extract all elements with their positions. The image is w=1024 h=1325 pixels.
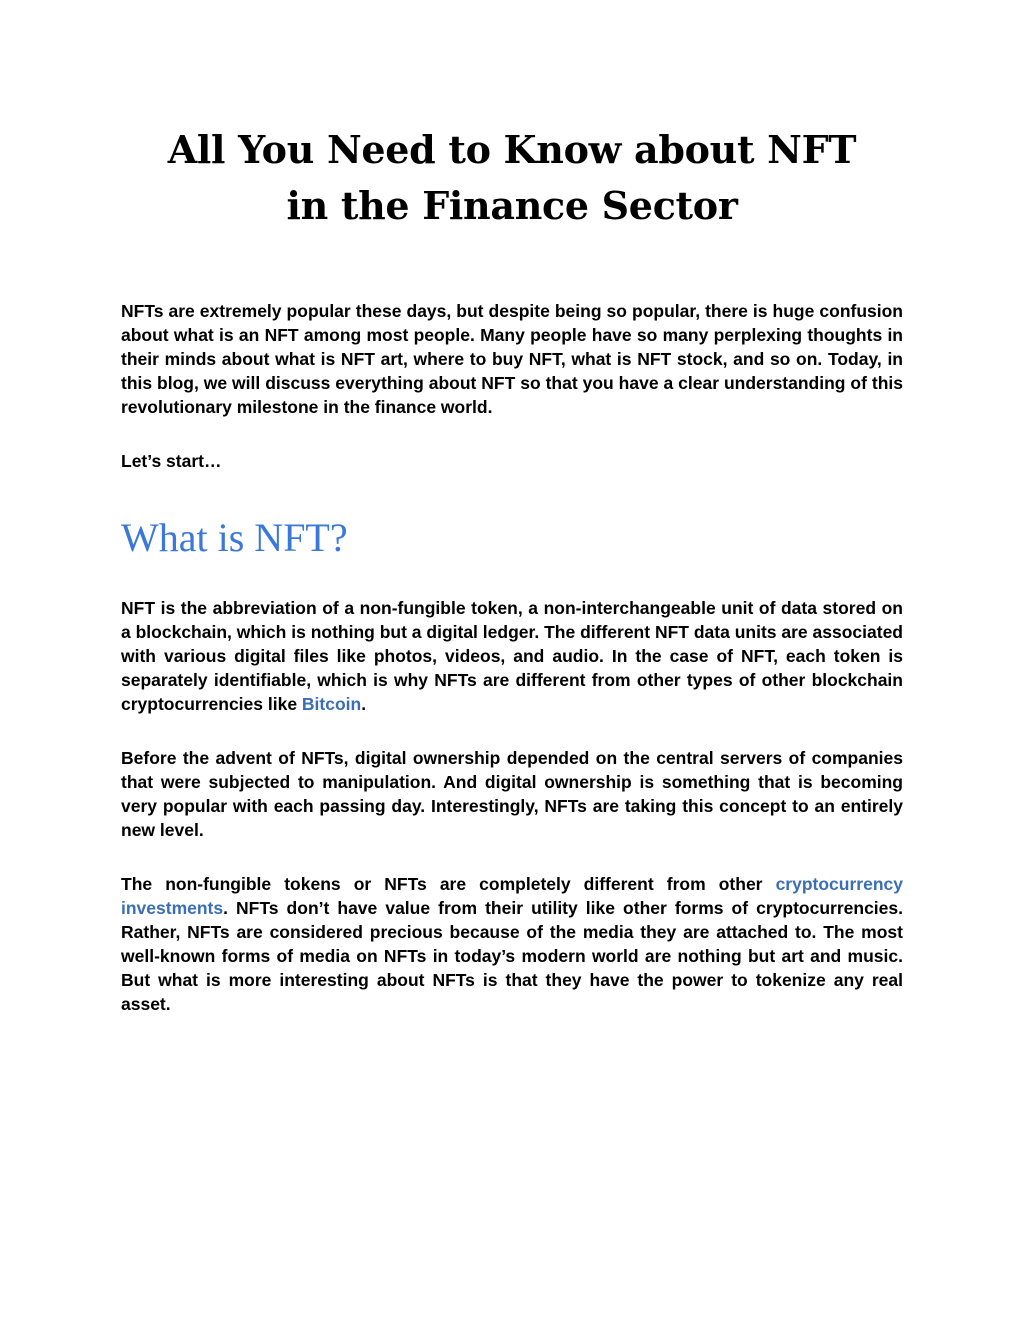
nft-difference-text-start: The non-fungible tokens or NFTs are completely different from other bbox=[121, 874, 776, 894]
lets-start-text: Let’s start… bbox=[121, 451, 222, 471]
non-fungible-tokens-paragraph bbox=[121, 872, 903, 1016]
nft-difference-text-rest: . NFTs don’t have value from their utility like other forms of cryptocurrencies. Rather, NFTs are considered precious because of the media they are attached to. The most well-known forms of media on NFTs in today’s modern world are nothing but art and music. But what is more interesting about NFTs is that they have the power to tokenize any real asset. bbox=[121, 898, 903, 1014]
nft-definition-end: . bbox=[361, 694, 367, 714]
bitcoin-link[interactable]: Bitcoin bbox=[301, 694, 362, 714]
document-page bbox=[121, 0, 903, 1016]
cryptocurrency-investments-link[interactable]: cryptocurrency investments bbox=[121, 874, 903, 918]
page-title-line-1: All You Need to Know about NFT bbox=[167, 127, 857, 172]
section-heading-what-is-nft: What is NFT? bbox=[121, 515, 348, 560]
intro-paragraph: NFTs are extremely popular these days, but despite being so popular, there is huge confusion about what is an NFT among most people. Many people have so many perplexing thoughts in their minds about what is NFT art, where to buy NFT, what is NFT stock, and so on. Today, in this blog, we will discuss everything about NFT so that you have a clear understanding of this revolutionary milestone in the finance world. bbox=[121, 301, 903, 417]
page-title bbox=[121, 122, 903, 234]
page-title-line-2: in the Finance Sector bbox=[286, 183, 738, 228]
digital-ownership-paragraph: Before the advent of NFTs, digital ownership depended on the central servers of companies that were subjected to manipulation. And digital ownership is something that is becoming very popular with each passing day. Interestingly, NFTs are taking this concept to an entirely new level. bbox=[121, 748, 903, 840]
nft-definition-paragraph bbox=[121, 596, 903, 716]
nft-definition-text: NFT is the abbreviation of a non-fungible token, a non-interchangeable unit of data stored on a blockchain, which is nothing but a digital ledger. The different NFT data units are associated with various digital files like photos, videos, and audio. In the case of NFT, each token is separately identifiable, which is why NFTs are different from other types of other blockchain cryptocurrencies like bbox=[121, 598, 903, 714]
